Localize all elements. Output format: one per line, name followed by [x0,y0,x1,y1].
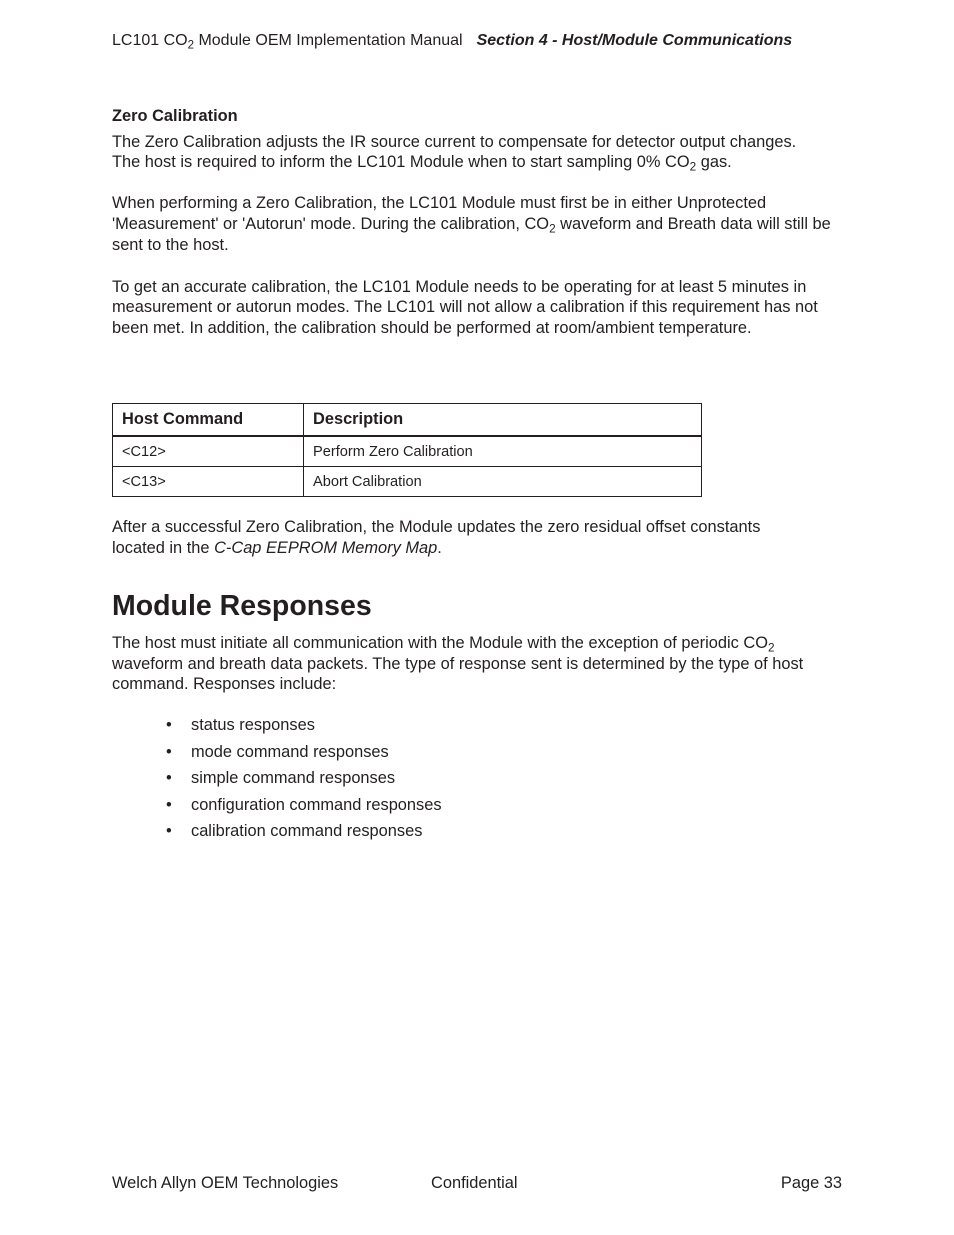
column-header-description: Description [304,404,702,437]
bullet-icon: • [166,742,172,761]
table-row [113,436,702,467]
section-title: Section 4 - Host/Module Communications [476,32,793,49]
table-row [113,467,702,497]
module-responses-paragraph: The host must initiate all communication with the Module with the exception of periodic $CO_2$ waveform and breath data packets. The type of response sent is determined by the type of host command. Responses include: [112,634,804,693]
footer-company: Welch Allyn OEM Technologies [112,1174,339,1192]
eeprom-map-reference: C-Cap EEPROM Memory Map [214,538,438,557]
column-header-host-command: Host Command [113,404,304,437]
host-command-table [112,403,702,497]
list-item: • configuration command responses [166,792,442,819]
list-item: • simple command responses [166,765,442,792]
doc-title: LC101 $CO_2$ Module OEM Implementation Manual [112,32,463,52]
responses-list [166,712,442,845]
module-responses-heading: Module Responses [112,590,372,622]
bullet-icon: • [166,822,172,841]
host-command-cell: <C12> [113,436,304,467]
page-header [112,32,852,50]
footer-confidential: Confidential [431,1174,518,1192]
host-command-cell: <C13> [113,467,304,497]
zero-calibration-paragraph-2: When performing a Zero Calibration, the LC101 Module must first be in either Unprotected 'Measurement' or 'Autorun' mode. During the calibration, $CO_2$ waveform and Breath data will still be sent to the host. [112,193,831,254]
bullet-icon: • [166,716,172,734]
bullet-icon: • [166,769,172,788]
zero-calibration-paragraph-3: To get an accurate calibration, the LC101 Module needs to be operating for at least 5 minutes in measurement or autorun modes. The LC101 will not allow a calibration if this requirement has not been met. In addition, the calibration should be performed at room/ambient temperature. [112,277,818,337]
zero-calibration-section [112,106,847,338]
list-item: • calibration command responses [166,818,442,845]
zero-calibration-heading: Zero Calibration [112,107,238,125]
footer-page-number: Page 33 [780,1174,842,1192]
after-calibration-paragraph: After a successful Zero Calibration, the Module updates the zero residual offset constants located in the C-Cap EEPROM Memory Map. [112,518,761,557]
description-cell: Perform Zero Calibration [304,436,702,467]
table-header-row [113,404,702,437]
description-cell: Abort Calibration [304,467,702,497]
list-item: • mode command responses [166,739,442,766]
list-item: • status responses [166,712,442,739]
zero-calibration-paragraph-1: The Zero Calibration adjusts the IR source current to compensate for detector output changes. The host is required to inform the LC101 Module when to start sampling 0% $CO_2$ gas. [112,132,797,174]
bullet-icon: • [166,795,172,814]
